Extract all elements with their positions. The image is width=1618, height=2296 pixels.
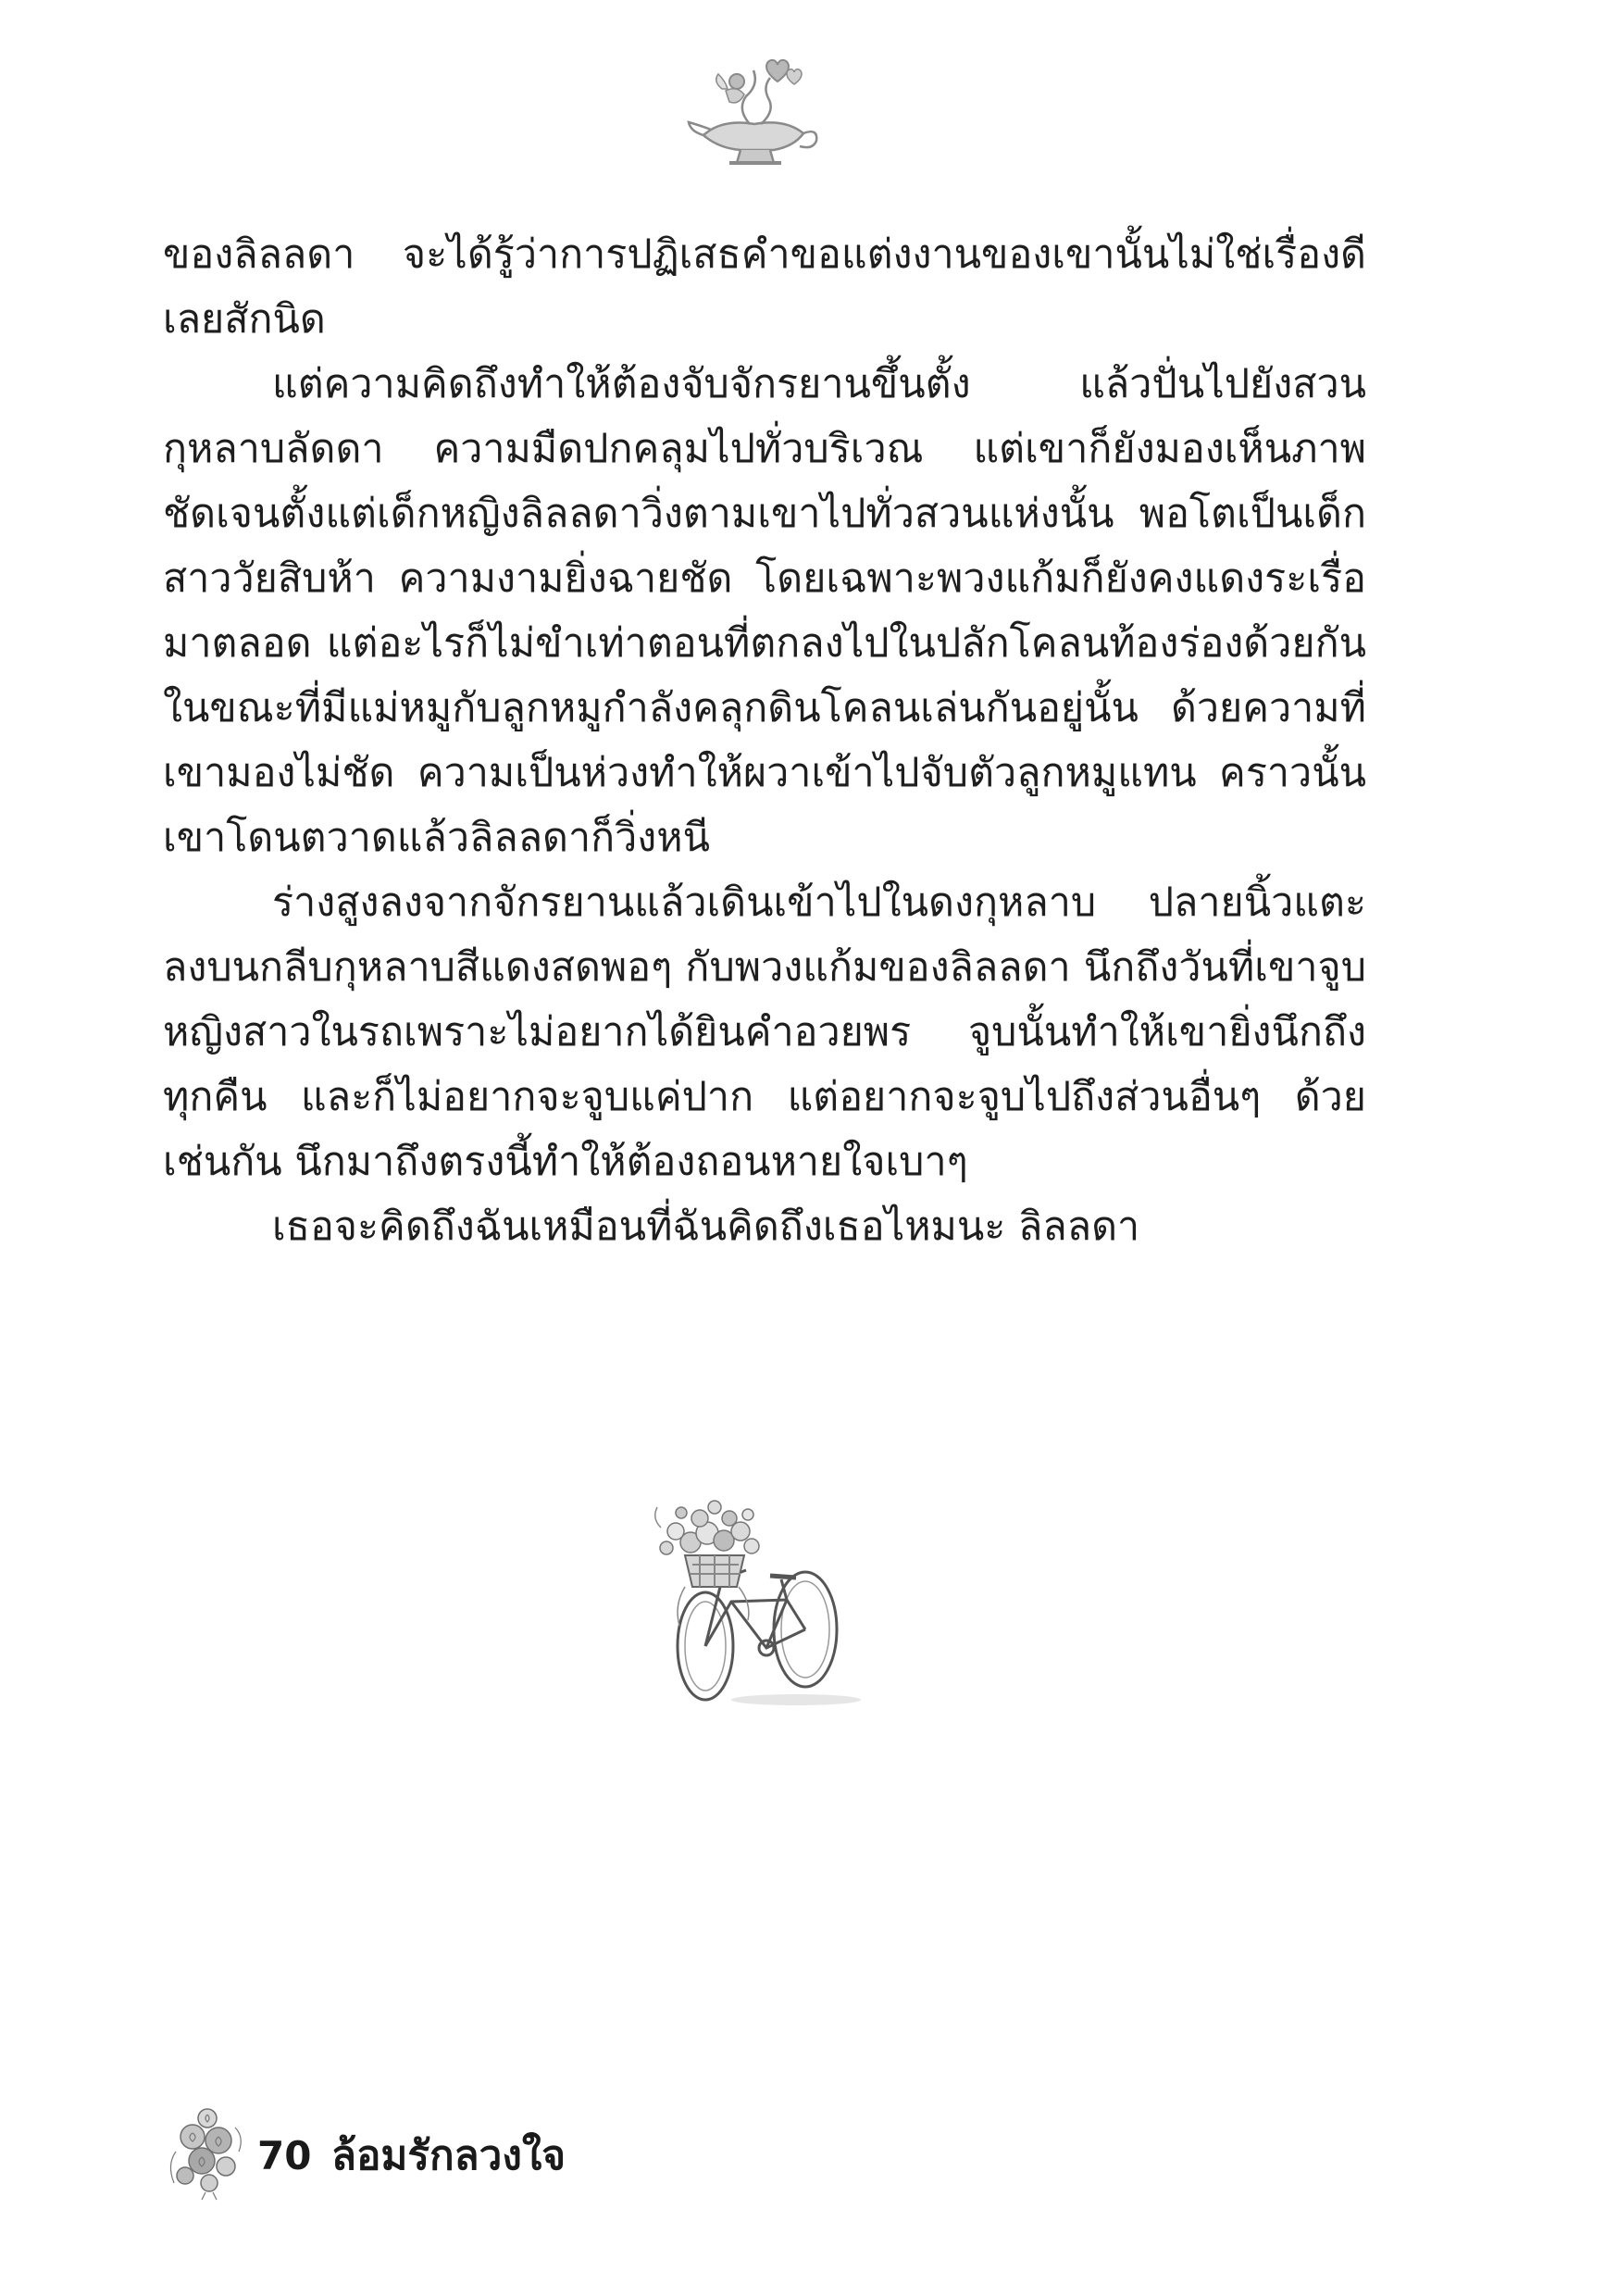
paragraph-3: ร่างสูงลงจากจักรยานแล้วเดินเข้าไปในดงกุหลาบ ปลายนิ้วแตะลงบนกลีบกุหลาบสีแดงสดพอๆ กับพวงแก้มของลิลลดา นึกถึงวันที่เขาจูบหญิงสาวในรถเพราะไม่อยากได้ยินคำอวยพร จูบนั้นทำให้เขายิ่งนึกถึงทุกคืน และก็ไม่อยากจะจูบแค่ปาก แต่อยากจะจูบไปถึงส่วนอื่นๆ ด้วยเช่นกัน นึกมาถึงตรงนี้ทำให้ต้องถอนหายใจเบาๆ: [163, 880, 1366, 1185]
paragraph-1: ของลิลลดา จะได้รู้ว่าการปฏิเสธคำขอแต่งงานของเขานั้นไม่ใช่เรื่องดีเลยสักนิด: [163, 231, 1366, 343]
paragraph-2: แต่ความคิดถึงทำให้ต้องจับจักรยานขึ้นตั้ง แล้วปั่นไปยังสวนกุหลาบลัดดา ความมืดปกคลุมไปทั่วบริเวณ แต่เขาก็ยังมองเห็นภาพชัดเจนตั้งแต่เด็กหญิงลิลลดาวิ่งตามเขาไปทั่วสวนแห่งนั้น พอโตเป็นเด็กสาววัยสิบห้า ความงามยิ่งฉายชัด โดยเฉพาะพวงแก้มก็ยังคงแดงระเรื่อมาตลอด แต่อะไรก็ไม่ขำเท่าตอนที่ตกลงไปในปลักโคลนท้องร่องด้วยกันในขณะที่มีแม่หมูกับลูกหมูกำลังคลุกดินโคลนเล่นกันอยู่นั้น ด้วยความที่เขามองไม่ชัด ความเป็นห่วงทำให้ผวาเข้าไปจับตัวลูกหมูแทน คราวนั้นเขาโดนตวาดแล้วลิลลดาก็วิ่งหนี: [163, 361, 1366, 861]
page-number: 70: [257, 2133, 312, 2178]
paragraph-4: เธอจะคิดถึงฉันเหมือนที่ฉันคิดถึงเธอไหมนะ ลิลลดา: [272, 1204, 1140, 1250]
body-text: [163, 222, 1366, 1259]
bicycle-icon: [648, 1491, 889, 1713]
page-footer: [165, 2100, 813, 2202]
book-title: ล้อมรักลวงใจ: [331, 2132, 566, 2179]
lamp-ornament-icon: [685, 54, 824, 174]
rose-bouquet-icon: [165, 2100, 250, 2202]
